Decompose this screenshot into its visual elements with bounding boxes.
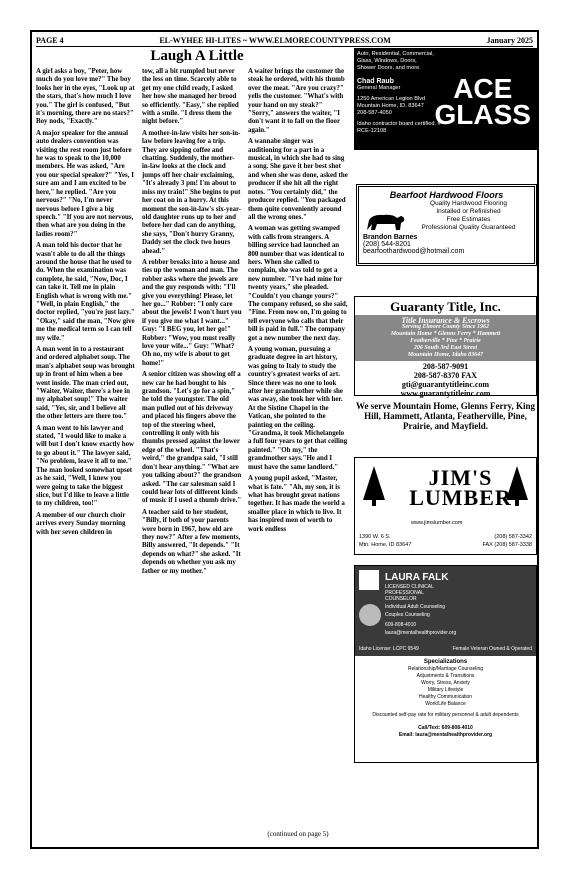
newspaper-page: [30, 30, 539, 849]
joke: A member of our church choir arrives every Sunday morning with her seven children in: [36, 511, 126, 536]
spec-item: Relationship/Marriage Counseling: [407, 666, 484, 672]
bearfoot-title: Bearfoot Hardwood Floors: [389, 190, 504, 200]
joke: A robber breaks into a house and ties up the woman and man. The robber asks where the jewels are and the guy responds with: "I'll give you everything! Please, let her go..." Robber: "I only care about the jewels! I won't hurt you if you give me what I want..." Guy: "I BEG you, let her go!" Robber: "Wow, you must really love your wife..." Guy: "What? Oh no, my wife is about to get home!": [142, 258, 242, 367]
joke: A waiter brings the customer the steak he ordered, with his thumb over the meat. "Are you crazy?" yells the customer. "What's with your hand on my steak?" "Sorry," answers the waiter, "I don't want it to fall on the floor again.": [248, 68, 345, 134]
ads-column: [354, 48, 537, 763]
joke: A girl asks a boy, "Peter, how much do you love me?" The boy looks her in the eyes, "Look up at the stars, that's how much I love you." The girl is confused, "But it's morning, there are no stars?" Boy nods, "Exactly.": [36, 68, 135, 126]
guaranty-fax: 208-587-8370 FAX: [413, 371, 478, 380]
joke: A mother-in-law visits her son-in-law before leaving for a trip. They are sipping coffee and chatting. Suddenly, the mother-in-law looks at the clock and jumps off her chair exclaiming, "It's already 3 pm! I'm about to miss my train!" She begins to put her coat on in a hurry. At this moment the son-in-law's six-year-old daughter runs up to her and before her dad can do anything, she says, "Don't hurry Granny, Daddy set the clock two hours ahead.": [142, 129, 242, 255]
bearfoot-email: bearfoothardwood@hotmail.com: [363, 248, 465, 255]
laura-service: Couples Counseling: [385, 612, 430, 618]
guaranty-web: www.guarantytitleinc.com: [400, 389, 491, 398]
joke: A man went in to a restaurant and ordered alphabet soup. The man's alphabet soup was brought up in front of him when a bee went inside. The man cried out, "Waiter, Waiter, there's a bee in my alphabet soup!" The waiter said, "Yes, sir, and I believe all the other letters are there too.": [36, 346, 135, 421]
jims-web: www.jimslumber.com: [411, 520, 463, 526]
ace-services: Auto, Residential, Commercial, Glass, Windows, Doors, Shower Doors, and more.: [357, 51, 434, 71]
laura-credential: LICENSED CLINICAL PROFESSIONAL COUNSELOR: [385, 584, 434, 602]
laura-phone: 609-808-4010: [385, 622, 417, 628]
bearfoot-line: Professional Quality Guaranteed: [421, 224, 516, 231]
continued-note: (continued on page 5): [267, 830, 329, 838]
joke: A teacher said to her student, "Billy, if both of your parents were born in 1967, how old are they now?" After a few moments, Billy answered, "It depends." "It depends on what?" she asked. "It depends on whether you ask my father or my mother.": [142, 508, 241, 575]
joke-column-1: [36, 68, 136, 838]
joke: A major speaker for the annual auto dealers convention was visiting the rest room just before he was to speak to the 10,000 members. He was asked, "Are you our special speaker?" "Yes, I sure am and I am excited to be here," he replied. "Are you nervous?" "No, I'm never nervous before I give a big speech." "If you are not nervous, then what are you doing in the ladies room?": [36, 129, 134, 238]
avatar: [359, 604, 381, 626]
joke: A man told his doctor that he wasn't able to do all the things around the house that he used to do. When the examination was complete, he said, "Now, Doc, I can take it. Tell me in plain English what is wrong with me." "Well, in plain English," the doctor replied, "you're just lazy." "Okay," said the man, "Now give me the medical term so I can tell my wife.": [36, 242, 135, 342]
issue-date: January 2025: [486, 35, 533, 45]
masthead: EL-WYHEE HI-LITES ~ WWW.ELMORECOUNTYPRESS.COM: [159, 35, 391, 45]
ace-contact-name: Chad Raub: [357, 78, 394, 85]
laura-service: Individual Adult Counseling: [385, 604, 446, 610]
jims-fax: FAX (208) 587-3338: [482, 542, 532, 548]
guaranty-email: gti@guarantytitleinc.com: [401, 380, 490, 389]
bear-icon: [363, 208, 407, 234]
ace-cert: Idaho contractor board certified. # RCE-12108: [357, 121, 441, 134]
tree-icon: [363, 466, 385, 506]
ace-glass-ad: [354, 48, 537, 150]
guaranty-sub: Title Insurance & Escrows: [401, 316, 490, 325]
jims-address-1: 1390 W. 6 S.: [359, 534, 391, 540]
laura-veteran: Female Veteran Owned & Operated: [452, 646, 532, 652]
service-area: We serve Mountain Home, Glenns Ferry, King Hill, Hammett, Atlanta, Featherville, Pine, Prairie, and Mayfield.: [356, 401, 535, 431]
laura-falk-ad: [354, 565, 537, 763]
laura-name: LAURA FALK: [385, 572, 449, 583]
bearfoot-line: Free Estimates: [446, 216, 491, 223]
joke: A woman was getting swamped with calls from strangers. A billing service had launched an 800 number that was identical to hers. When she called to complain, she was told to get a new number. "I've had mine for twenty years," she pleaded. "Couldn't you change yours?" The company refused, so she said, "Fine. From now on, I'm going to tell everyone who calls that their bill is paid in full." The company got a new number the next day.: [248, 225, 348, 342]
joke-column-2: [142, 68, 242, 848]
spec-item: Worry, Stress, Anxiety: [421, 680, 470, 686]
jims-lumber-ad: [354, 457, 537, 555]
guaranty-towns: Mountain Home * Glenns Ferry * Hammett: [390, 331, 501, 337]
discount-note: Discounted self-pay rate for military personnel & adult dependents: [372, 712, 519, 718]
spec-item: Healthy Communication: [418, 694, 473, 700]
joke: A senior citizen was showing off a new car he had bought to his grandson. "Let's go for a spin," he told the youngster. The old man pulled out of his driveway and placed his fingers above the top of the steering wheel, controlling it only with his thumbs pressed against the lower edge of the wheel. "That's weird," the grandpa said, "I still don't hear anything." "What are you talking about?" the grandson asked. "The car salesman said I could hear lots of different kinds of music if I used a thumb drive.": [142, 371, 242, 505]
jims-phone: (208) 587-3342: [494, 534, 532, 540]
spec-item: Work/Life Balance: [425, 701, 466, 707]
ace-glass-logo: ACE GLASS: [434, 73, 531, 130]
joke: A young pupil asked, "Master, what is fate." "Ah, my son, it is what has brought great nations together. It has made the world a smaller place in which to live. It has inspired men of worth to work endless: [248, 475, 345, 533]
page-header: [36, 34, 533, 47]
guaranty-title-ad: [354, 296, 537, 396]
guaranty-since: Serving Elmore County Since 1962: [401, 324, 489, 330]
joke-column-3: [248, 68, 348, 848]
joke: A young woman, pursuing a graduate degree in art history, was going to Italy to study the country's greatest works of art. Since there was no one to look after her grandmother while she was away, she took her with her. At the Sistine Chapel in the Vatican, she pointed to the painting on the ceiling. "Grandma, it took Michelangelo a full four years to get that ceiling painted." "Oh my," the grandmother says."He and I must have the same landlord.": [248, 346, 348, 471]
joke: A man went to his lawyer and stated, "I would like to make a will but I don't know exactly how to go about it." The lawyer said, "No problem, leave it all to me." The man looked somewhat upset as he said, "Well, I knew you were going to take the biggest slice, but I'd like to leave a little to my children, too!": [36, 424, 135, 508]
spec-item: Adjustments & Transitions: [416, 673, 475, 679]
ace-address-2: Mountain Home, ID. 83647: [357, 103, 424, 109]
ace-address-1: 1250 American Legion Blvd: [357, 96, 426, 102]
spec-item: Military Lifestyle: [427, 687, 464, 693]
guaranty-address: Mountain Home, Idaho 83647: [407, 352, 484, 358]
bearfoot-name: Brandon Barnes: [363, 234, 418, 241]
guaranty-phone: 208-587-9091: [422, 362, 469, 371]
bearfoot-line: Installed or Refinished: [436, 208, 501, 215]
ace-phone: 208-587-4050: [357, 110, 392, 116]
ace-role: General Manager: [357, 85, 401, 91]
bearfoot-line: Quality Hardwood Flooring: [430, 200, 507, 207]
laura-call: Call/Text: 609-808-4010: [418, 725, 473, 731]
joke: tow, all a bit rumpled but never the less on time. Scarcely able to get my one child ready, I asked her how she managed her brood so efficiently. "Easy," she replied with a smile. "I dress them the night before.": [142, 68, 239, 126]
laura-email: laura@mentalhealthprovider.org: [385, 630, 457, 636]
jims-address-2: Mtn. Home, ID 83647: [359, 542, 412, 548]
guaranty-name: Guaranty Title, Inc.: [355, 297, 536, 315]
spec-title: Specializations: [423, 659, 468, 665]
page-number: PAGE 4: [36, 35, 64, 45]
qr-code-icon: [359, 570, 379, 590]
joke: A wannabe singer was auditioning for a part in a musical, in which she had to sing a song. She gave it her best shot and when she was done, asked the producer if she hit all the right notes. "You certainly did," the producer replied. "You packaged them quite conveniently around all the wrong ones.": [248, 138, 348, 221]
laura-email-2: Email: laura@mentalhealthprovider.org: [398, 732, 493, 738]
jims-lumber-logo: JIM'S LUMBER: [409, 465, 512, 510]
guaranty-address: 206 South 3rd East Street: [413, 345, 478, 351]
laura-license: Idaho License: LCPC 9549: [359, 646, 419, 652]
bearfoot-ad: [356, 184, 537, 266]
page-title: Laugh A Little: [150, 48, 244, 64]
bearfoot-phone: (208) 544-8201: [363, 241, 411, 248]
guaranty-towns: Featherville * Pine * Prairie: [410, 338, 481, 344]
